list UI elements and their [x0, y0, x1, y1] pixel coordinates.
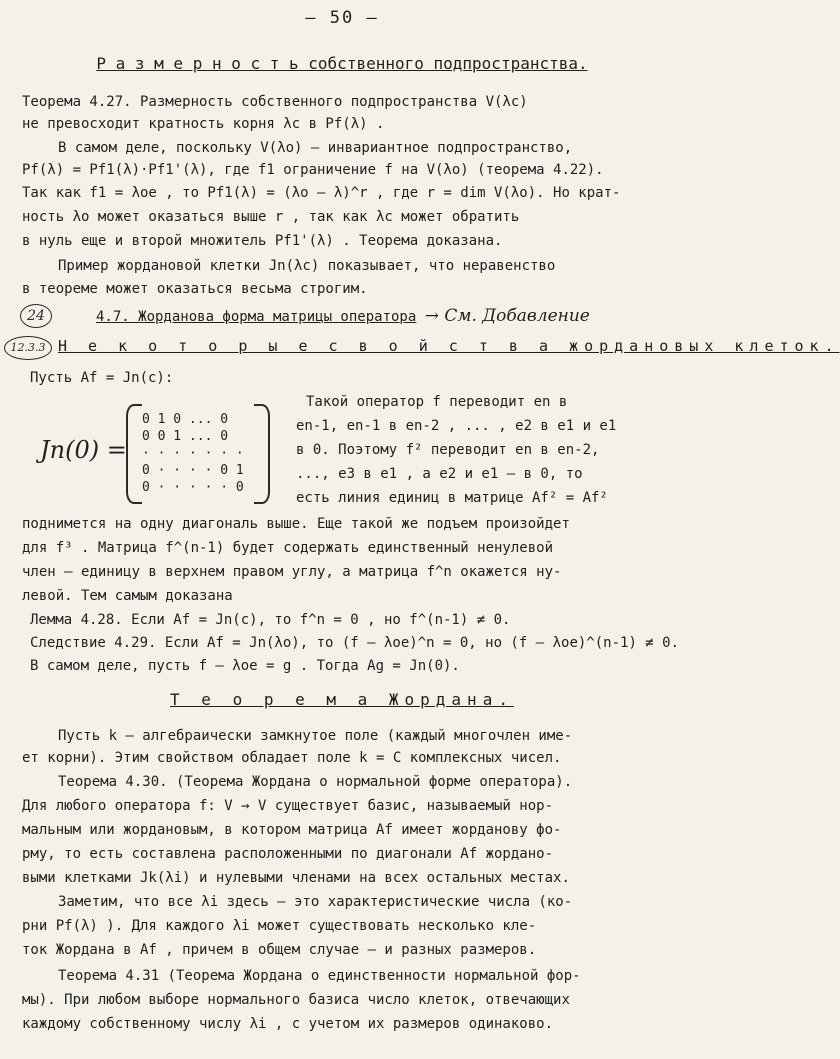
text-line: Pf(λ) = Pf1(λ)·Pf1'(λ), где f1 ограничение f на V(λo) (теорема 4.22). [22, 162, 604, 178]
section-title-dimension-text: Р а з м е р н о с т ь собственного подпространства. [96, 54, 588, 73]
text-line: в нуль еще и второй множитель Pf1'(λ) . Теорема доказана. [22, 233, 503, 249]
text-line: Теорема 4.27. Размерность собственного подпространства V(λc) [22, 94, 528, 110]
text-line: каждому собственному числу λi , с учетом их размеров одинаково. [22, 1016, 554, 1032]
margin-mark-circled: 12.3.3 [4, 336, 52, 360]
text-line: мальным или жордановым, в котором матрица Af имеет жорданову фо- [22, 822, 562, 838]
text-line: есть линия единиц в матрице Af² = Af² [296, 490, 608, 506]
section-title-jordan-theorem-text: Т е о р е м а Жордана. [170, 690, 514, 709]
text-line: мы). При любом выборе нормального базиса число клеток, отвечающих [22, 992, 570, 1008]
text-line: en-1, en-1 в en-2 , ... , e2 в e1 и e1 [296, 418, 617, 434]
text-line: Заметим, что все λi здесь – это характеристические числа (ко- [58, 894, 573, 910]
text-line: рму, то есть составлена расположенными по диагонали Af жордано- [22, 846, 554, 862]
text-line: ность λo может оказаться выше r , так как λc может обратить [22, 209, 520, 225]
lemma-line: Лемма 4.28. Если Af = Jn(c), то f^n = 0 , но f^(n-1) ≠ 0. [30, 612, 511, 628]
text-line: В самом деле, поскольку V(λo) – инвариантное подпространство, [58, 140, 573, 156]
text-line: рни Pf(λ) ). Для каждого λi может существовать несколько кле- [22, 918, 537, 934]
text-line: ет корни). Этим свойством обладает поле k = C комплексных чисел. [22, 750, 562, 766]
text-line: член – единицу в верхнем правом углу, а матрица f^n окажется ну- [22, 564, 562, 580]
matrix-row: · · · · · · · [142, 446, 244, 461]
text-line: Пример жордановой клетки Jn(λc) показывает, что неравенство [58, 258, 556, 274]
text-line: Такой оператор f переводит en в [306, 394, 568, 410]
text-line: выми клетками Jk(λi) и нулевыми членами на всех остальных местах. [22, 870, 570, 886]
text-line: в теореме может оказаться весьма строгим. [22, 281, 368, 297]
section-title-dimension [22, 54, 662, 74]
section-title-jordan-theorem [22, 690, 662, 710]
jordan-section-heading [96, 306, 662, 327]
matrix-left-bracket [126, 404, 142, 504]
matrix-lhs: Jn(0) = [40, 436, 127, 464]
text-line: Для любого оператора f: V → V существует базис, называемый нор- [22, 798, 554, 814]
text-line: левой. Тем самым доказана [22, 588, 233, 604]
text-line: не превосходит кратность корня λc в Pf(λ) . [22, 116, 385, 132]
text-line: В самом деле, пусть f – λoe = g . Тогда Ag = Jn(0). [30, 658, 460, 674]
matrix-row: 0 1 0 ... 0 [142, 412, 229, 427]
matrix-row: 0 · · · · · 0 [142, 480, 244, 495]
jordan-section-title: 4.7. Жорданова форма матрицы оператора [96, 309, 417, 325]
matrix-row: 0 0 1 ... 0 [142, 429, 229, 444]
theorem-line: Теорема 4.31 (Теорема Жордана о единственности нормальной фор- [58, 968, 581, 984]
text-line: ток Жордана в Af , причем в общем случае – и разных размеров. [22, 942, 537, 958]
margin-mark-circled: 24 [20, 304, 52, 328]
matrix-row: 0 · · · · 0 1 [142, 463, 244, 478]
text-line: поднимется на одну диагональ выше. Еще такой же подъем произойдет [22, 516, 570, 532]
corollary-line: Следствие 4.29. Если Af = Jn(λo), то (f – λoe)^n = 0, но (f – λoe)^(n-1) ≠ 0. [30, 635, 680, 651]
text-line: Так как f1 = λoe , то Pf1(λ) = (λo – λ)^r , где r = dim V(λo). Но крат- [22, 185, 621, 201]
text-line: Пусть k – алгебраически замкнутое поле (каждый многочлен име- [58, 728, 573, 744]
section-title-some-properties [58, 336, 840, 356]
handwritten-note: → См. Добавление [424, 306, 590, 326]
jordan-cell-matrix [40, 404, 270, 500]
text-line: ..., e3 в e1 , а e2 и e1 – в 0, то [296, 466, 583, 482]
matrix-right-bracket [254, 404, 270, 504]
text-line: для f³ . Матрица f^(n-1) будет содержать единственный ненулевой [22, 540, 554, 556]
text-line: в 0. Поэтому f² переводит en в en-2, [296, 442, 600, 458]
page-number: – 50 – [305, 8, 379, 28]
text-line: Пусть Af = Jn(c): [30, 370, 174, 386]
section-title-some-properties-text: Н е к о т о р ы е с в о й с т в а жордановых клеток. [58, 337, 840, 355]
theorem-line: Теорема 4.30. (Теорема Жордана о нормальной форме оператора). [58, 774, 573, 790]
